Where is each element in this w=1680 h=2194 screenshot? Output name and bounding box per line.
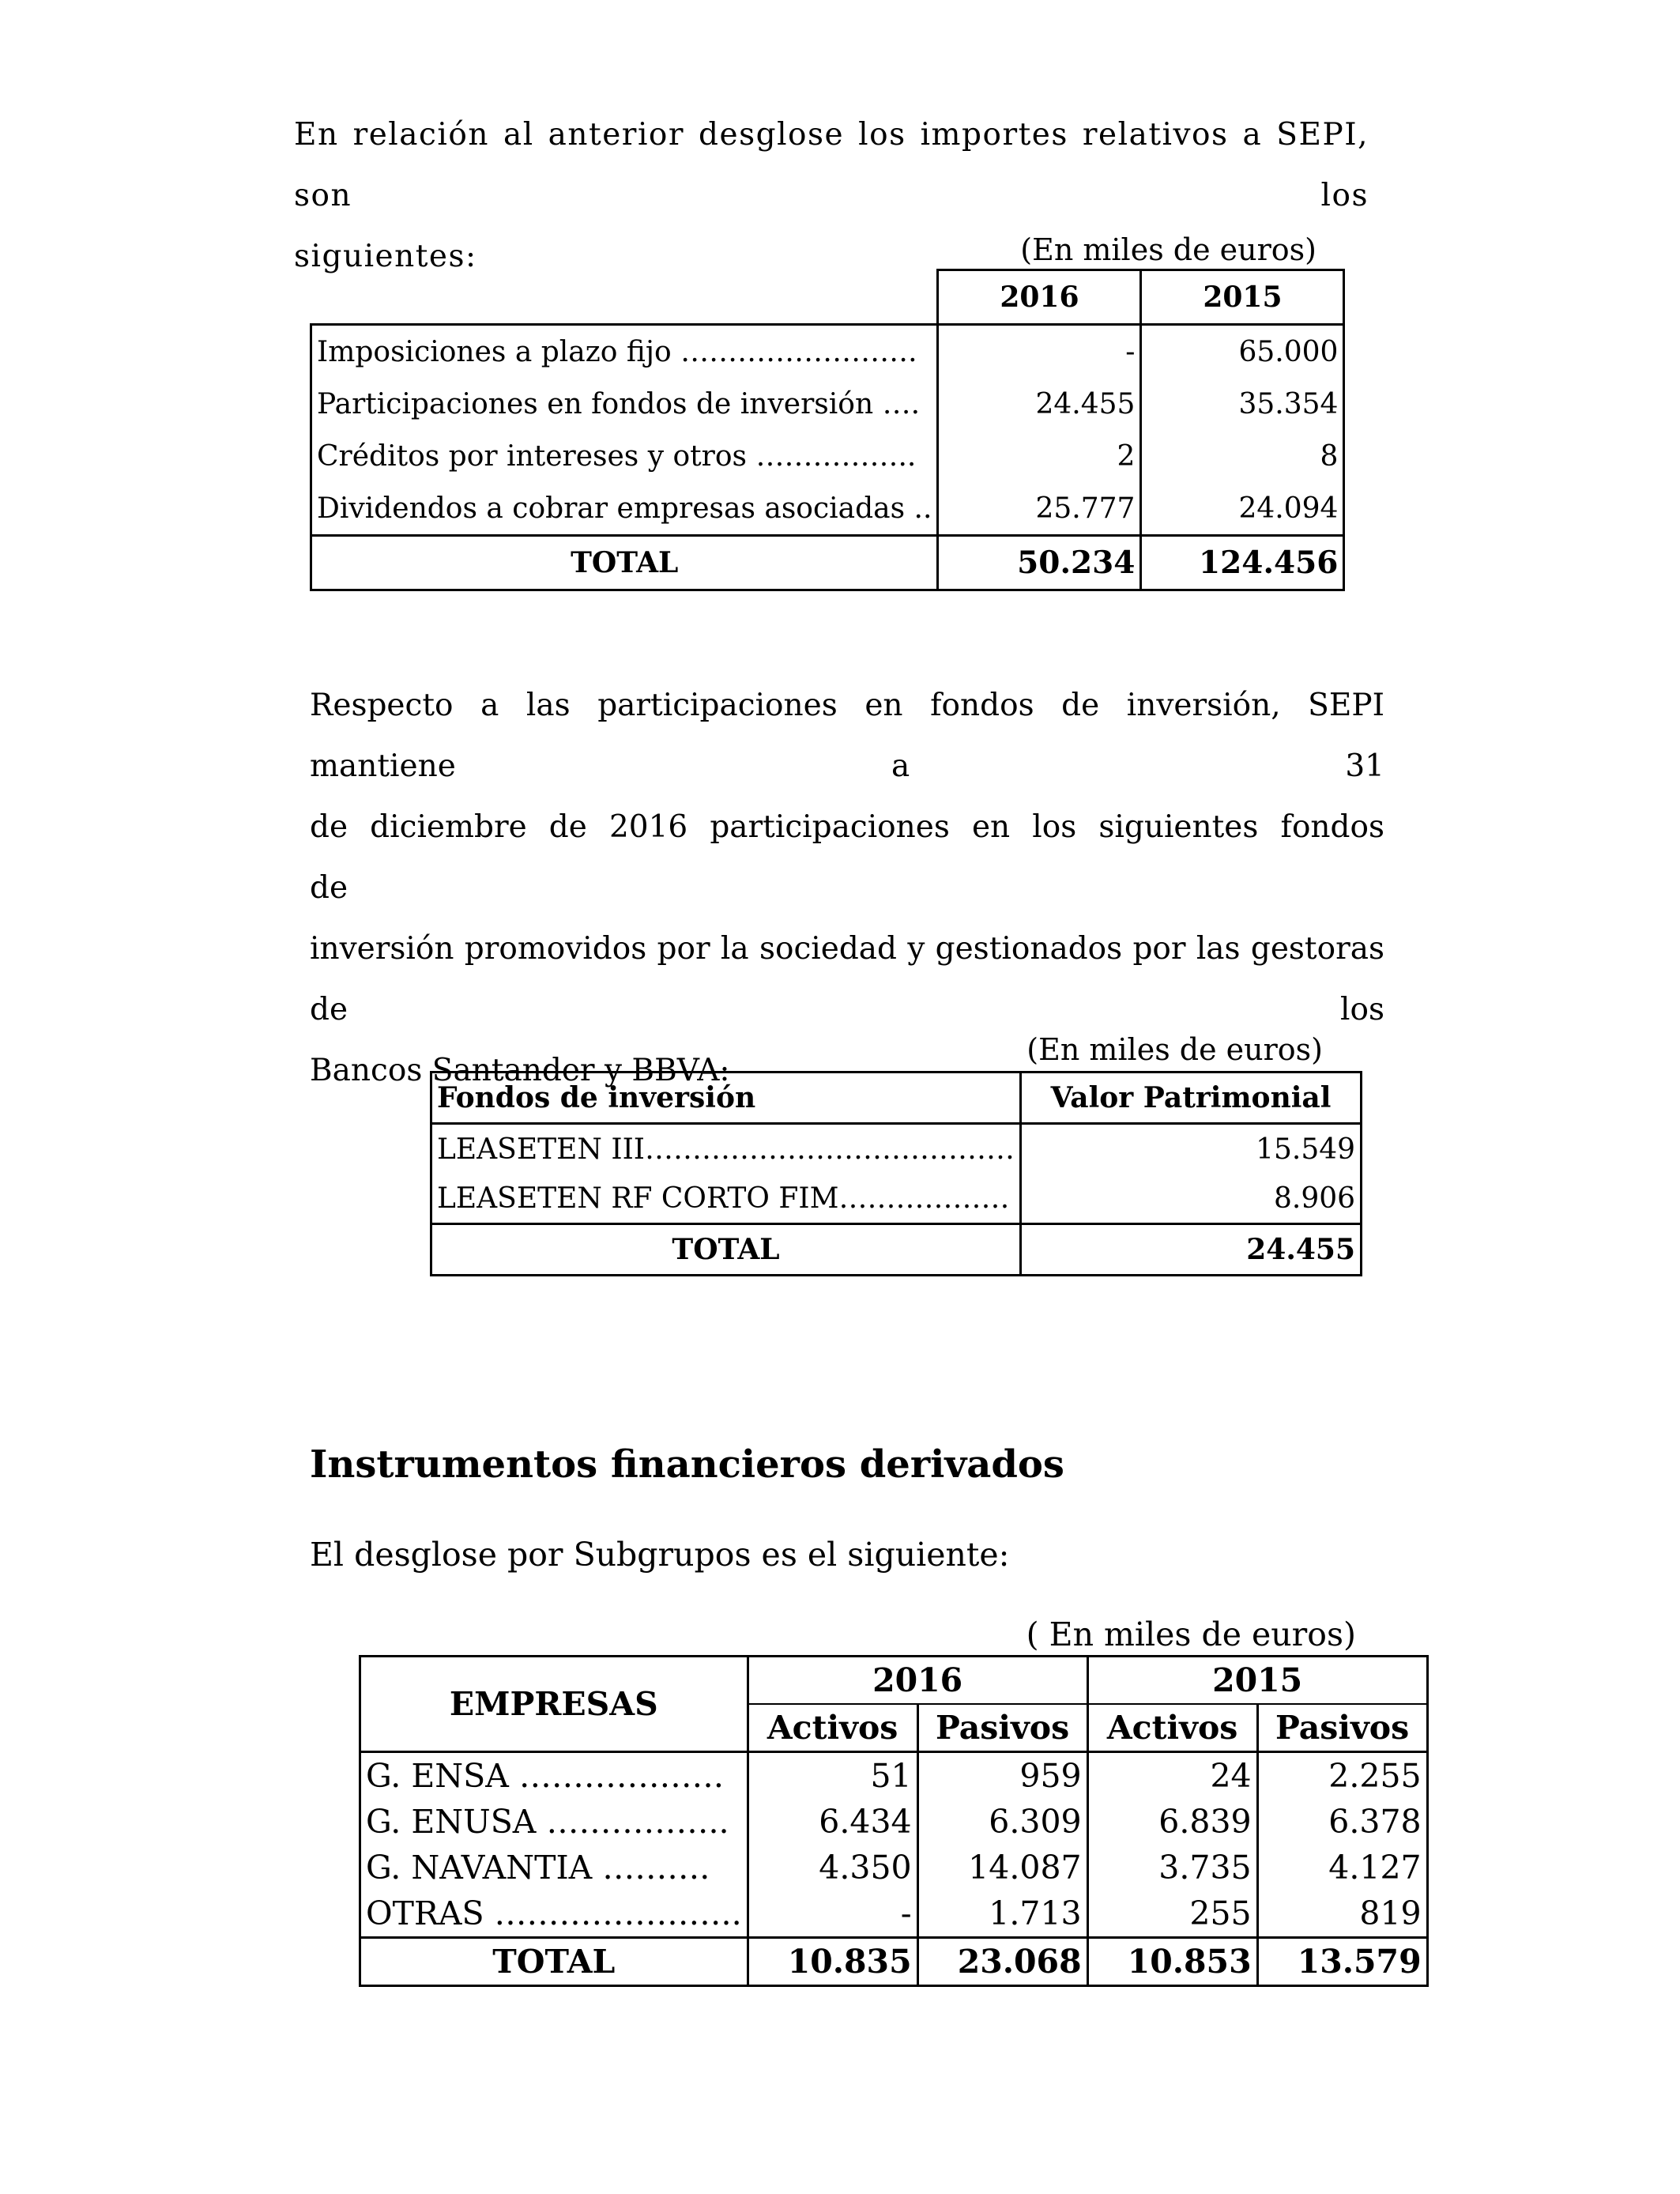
table-row: [311, 325, 1344, 379]
table2-header-value: Valor Patrimonial: [1021, 1072, 1362, 1124]
table3-subheader-pasivos-2015: Pasivos: [1257, 1704, 1427, 1752]
table3-header-2015: 2015: [1087, 1657, 1427, 1705]
table1-row-2015: 8: [1141, 430, 1344, 482]
table3-header-company: EMPRESAS: [360, 1657, 748, 1752]
table1-row-2015: 35.354: [1141, 378, 1344, 430]
table1-unit-label: (En miles de euros): [1020, 232, 1317, 267]
table2-unit-label: (En miles de euros): [1026, 1032, 1323, 1067]
funds-line-2: de diciembre de 2016 participaciones en los siguientes fondos de: [310, 809, 1384, 906]
funds-line-3: inversión promovidos por la sociedad y gestionados por las gestoras de los: [310, 931, 1384, 1027]
table3-row-p2015: 2.255: [1257, 1752, 1427, 1800]
table3-row-label: G. ENSA ……………….: [360, 1752, 748, 1800]
table-row: [431, 1174, 1362, 1224]
funds-line-1: Respecto a las participaciones en fondos de inversión, SEPI mantiene a 31: [310, 688, 1384, 784]
table3-row-a2016: 4.350: [748, 1845, 917, 1891]
table-row: [311, 430, 1344, 482]
investment-funds-table: [430, 1071, 1362, 1276]
table1-row-label: Dividendos a cobrar empresas asociadas ..: [311, 482, 938, 536]
table3-row-a2015: 255: [1087, 1891, 1257, 1938]
table1-total-label: TOTAL: [311, 536, 938, 590]
table3-row-a2015: 3.735: [1087, 1845, 1257, 1891]
table3-subheader-pasivos-2016: Pasivos: [917, 1704, 1087, 1752]
table3-row-a2015: 24: [1087, 1752, 1257, 1800]
table-row: [360, 1891, 1428, 1938]
table1-row-label: Imposiciones a plazo fijo …………………….: [311, 325, 938, 379]
table3-total-row: [360, 1938, 1428, 1986]
table2-row-value: 15.549: [1021, 1124, 1362, 1174]
derivatives-table: [359, 1655, 1429, 1987]
table3-row-a2016: 6.434: [748, 1799, 917, 1845]
table1-header-2016: 2016: [938, 270, 1141, 325]
table3-year-row: [360, 1657, 1428, 1705]
table1-total-row: [311, 536, 1344, 590]
table3-total-p2016: 23.068: [917, 1938, 1087, 1986]
table3-row-p2016: 1.713: [917, 1891, 1087, 1938]
table1-header-2015: 2015: [1141, 270, 1344, 325]
table3-row-p2016: 6.309: [917, 1799, 1087, 1845]
table1-header-row: [311, 270, 1344, 325]
table1-row-2015: 65.000: [1141, 325, 1344, 379]
table3-header-2016: 2016: [748, 1657, 1087, 1705]
table3-subheader-activos-2015: Activos: [1087, 1704, 1257, 1752]
intro-line-2: siguientes:: [294, 239, 477, 274]
table3-row-label: OTRAS …………………..: [360, 1891, 748, 1938]
table2-row-value: 8.906: [1021, 1174, 1362, 1224]
table1-total-2015: 124.456: [1141, 536, 1344, 590]
table-row: [311, 378, 1344, 430]
table1-row-label: Participaciones en fondos de inversión ….: [311, 378, 938, 430]
table3-row-label: G. ENUSA ……………..: [360, 1799, 748, 1845]
funds-line-4: Bancos Santander y BBVA:: [310, 1053, 730, 1088]
table1-row-2016: 2: [938, 430, 1141, 482]
table2-total-value: 24.455: [1021, 1224, 1362, 1276]
table3-unit-label: ( En miles de euros): [1026, 1615, 1356, 1653]
table3-row-p2015: 819: [1257, 1891, 1427, 1938]
table3-subheader-activos-2016: Activos: [748, 1704, 917, 1752]
table3-row-p2015: 4.127: [1257, 1845, 1427, 1891]
table3-total-a2015: 10.853: [1087, 1938, 1257, 1986]
table2-total-label: TOTAL: [431, 1224, 1021, 1276]
table3-row-a2016: -: [748, 1891, 917, 1938]
table2-row-label: LEASETEN III…………………………………: [431, 1124, 1021, 1174]
table3-row-p2016: 959: [917, 1752, 1087, 1800]
table3-row-a2015: 6.839: [1087, 1799, 1257, 1845]
table3-total-a2016: 10.835: [748, 1938, 917, 1986]
table3-row-p2015: 6.378: [1257, 1799, 1427, 1845]
section-title: Instrumentos financieros derivados: [310, 1442, 1064, 1487]
table1-row-label: Créditos por intereses y otros ……………..: [311, 430, 938, 482]
table3-total-p2015: 13.579: [1257, 1938, 1427, 1986]
table3-row-p2016: 14.087: [917, 1845, 1087, 1891]
table1-row-2016: -: [938, 325, 1141, 379]
intro-line-1: En relación al anterior desglose los importes relativos a SEPI, son los: [294, 117, 1369, 213]
table2-total-row: [431, 1224, 1362, 1276]
table1-row-2016: 25.777: [938, 482, 1141, 536]
table-row: [360, 1799, 1428, 1845]
table-row: [360, 1752, 1428, 1800]
table1-total-2016: 50.234: [938, 536, 1141, 590]
table3-row-a2016: 51: [748, 1752, 917, 1800]
table3-row-label: G. NAVANTIA ……….: [360, 1845, 748, 1891]
table2-row-label: LEASETEN RF CORTO FIM………………: [431, 1174, 1021, 1224]
sepi-amounts-table: [310, 269, 1345, 591]
table-row: [360, 1845, 1428, 1891]
table2-header-funds: Fondos de inversión: [431, 1072, 1021, 1124]
table-row: [311, 482, 1344, 536]
table1-row-2015: 24.094: [1141, 482, 1344, 536]
table2-header-row: [431, 1072, 1362, 1124]
derivatives-intro: El desglose por Subgrupos es el siguiente:: [310, 1536, 1010, 1574]
table-row: [431, 1124, 1362, 1174]
table3-total-label: TOTAL: [360, 1938, 748, 1986]
table1-row-2016: 24.455: [938, 378, 1141, 430]
